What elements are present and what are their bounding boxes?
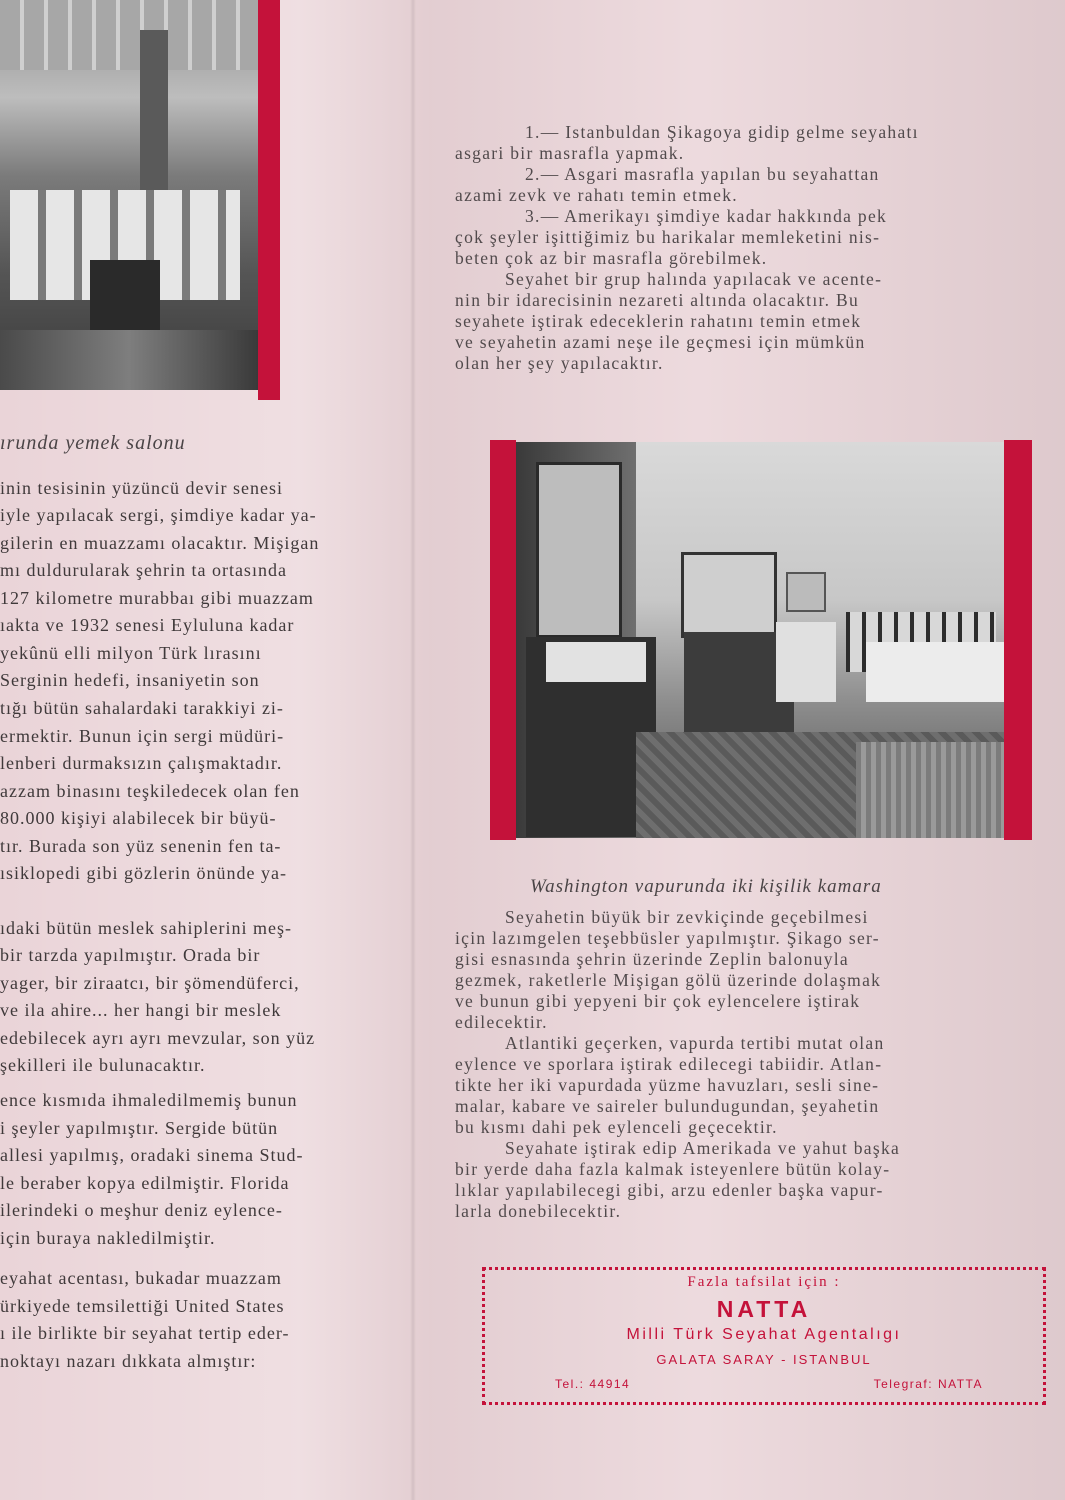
text-line: azami zevk ve rahatı temin etmek. — [455, 185, 738, 205]
text-line: lenberi durmaksızın çalışmaktadır. — [0, 753, 283, 773]
text-line: nin bir idarecisinin nezareti altında olacaktır. Bu — [455, 290, 860, 310]
text-line: için lazımgelen teşebbüsler yapılmıştır. Şikago ser- — [455, 928, 880, 948]
text-line: bu kısmı dahi pek eylenceli geçecektir. — [455, 1117, 778, 1137]
red-bar-cabin-left — [490, 440, 516, 840]
text-line: çok şeyler işittiğimiz bu harikalar memleketini nis- — [455, 227, 881, 247]
text-line: ermektir. Bunun için sergi müdüri- — [0, 726, 285, 746]
agency-subtitle: Milli Türk Seyahat Agentalıgı — [626, 1326, 902, 1343]
text-line: yekûnü elli milyon Türk lırasını — [0, 643, 262, 663]
text-line: ı ile birlikte bir seyahat tertip eder- — [0, 1323, 290, 1343]
text-line: ürkiyede temsilettiği United States — [0, 1296, 285, 1316]
agency-address: GALATA SARAY - ISTANBUL — [656, 1352, 872, 1367]
text-line: inin tesisinin yüzüncü devir senesi — [0, 478, 283, 498]
text-line: ısiklopedi gibi gözlerin önünde ya- — [0, 863, 287, 883]
text-line: eylence ve sporlara iştirak edilecegi tabiidir. Atlan- — [455, 1054, 883, 1074]
text-line: tikte her iki vapurdada yüzme havuzları, sesli sine- — [455, 1075, 880, 1095]
text-line: yager, bir ziraatcı, bir şömendüferci, — [0, 973, 300, 993]
text-line: beten çok az bir masrafla görebilmek. — [455, 248, 768, 268]
text-line: azzam binasını teşkiledecek olan fen — [0, 781, 300, 801]
red-bar-left-photo — [258, 0, 280, 400]
text-line: eyahat acentası, bukadar muazzam — [0, 1268, 282, 1288]
cabin-photo — [516, 442, 1004, 838]
text-line: mı duldurularak şehrin ta ortasında — [0, 560, 287, 580]
text-line: allesi yapılmış, oradaki sinema Stud- — [0, 1145, 304, 1165]
text-line: Serginin hedefi, insaniyetin son — [0, 670, 260, 690]
red-bar-cabin-right — [1004, 440, 1032, 840]
text-line: asgari bir masrafla yapmak. — [455, 143, 685, 163]
text-line: larla donebilecektir. — [455, 1201, 622, 1221]
agency-name: NATTA — [716, 1296, 812, 1322]
text-line: tır. Burada son yüz senenin fen ta- — [0, 836, 282, 856]
agency-phone: Tel.: 44914 — [555, 1377, 631, 1391]
left-photo-caption: ırunda yemek salonu — [0, 432, 186, 454]
text-line: seyahete iştirak edeceklerin rahatını temin etmek — [455, 311, 862, 331]
contact-box — [482, 1267, 1046, 1405]
text-line: gisi esnasında şehrin üzerinde Zeplin balonuyla — [455, 949, 849, 969]
text-line: ve seyahetin azami neşe ile geçmesi için mümkün — [455, 332, 866, 352]
text-line: için buraya nakledilmiştir. — [0, 1228, 216, 1248]
text-line: 3.— Amerikayı şimdiye kadar hakkında pek — [525, 206, 888, 226]
dining-salon-photo — [0, 0, 258, 390]
text-line: i şeyler yapılmıştır. Sergide bütün — [0, 1118, 279, 1138]
text-line: 2.— Asgari masrafla yapılan bu seyahattan — [525, 164, 880, 184]
text-line: tığı bütün sahalardaki tarakkiyi zi- — [0, 698, 284, 718]
cabin-photo-caption: Washington vapurunda iki kişilik kamara — [530, 876, 882, 897]
right-bottom-text — [455, 907, 1045, 1222]
text-line: 1.— Istanbuldan Şikagoya gidip gelme seyahatı — [525, 122, 919, 142]
text-line: şekilleri ile bulunacaktır. — [0, 1055, 206, 1075]
text-line: ıdaki bütün meslek sahiplerini meş- — [0, 918, 292, 938]
text-line: le beraber kopya edilmiştir. Florida — [0, 1173, 290, 1193]
text-line: edilecektir. — [455, 1012, 548, 1032]
text-line: Seyahet bir grup halında yapılacak ve acente- — [505, 269, 883, 289]
text-line: ıakta ve 1932 senesi Eyluluna kadar — [0, 615, 295, 635]
text-line: Seyahate iştirak edip Amerikada ve yahut başka — [505, 1138, 901, 1158]
text-line: malar, kabare ve saireler bulundugundan, şeyahetin — [455, 1096, 880, 1116]
contact-heading: Fazla tafsilat için : — [687, 1274, 841, 1290]
fold-line — [410, 0, 416, 1500]
text-line: ence kısmıda ihmaledilmemiş bunun — [0, 1090, 298, 1110]
text-line: 80.000 kişiyi alabilecek bir büyü- — [0, 808, 277, 828]
text-line: gilerin en muazzamı olacaktır. Mişigan — [0, 533, 320, 553]
text-line: bir yerde daha fazla kalmak isteyenlere bütün kolay- — [455, 1159, 891, 1179]
text-line: gezmek, raketlerle Mişigan gölü üzerinde dolaşmak — [455, 970, 882, 990]
text-line: 127 kilometre murabbaı gibi muazzam — [0, 588, 314, 608]
text-line: ve ila ahire... her hangi bir meslek — [0, 1000, 282, 1020]
text-line: ilerindeki o meşhur deniz eylence- — [0, 1200, 283, 1220]
text-line: lıklar yapılabilecegi gibi, arzu edenler başka vapur- — [455, 1180, 884, 1200]
text-line: bir tarzda yapılmıştır. Orada bir — [0, 945, 261, 965]
text-line: ve bunun gibi yepyeni bir çok eylencelere iştirak — [455, 991, 861, 1011]
text-line: olan her şey yapılacaktır. — [455, 353, 664, 373]
agency-telegraph: Telegraf: NATTA — [873, 1377, 983, 1391]
text-line: Seyahetin büyük bir zevkiçinde geçebilmesi — [505, 907, 869, 927]
right-top-text — [455, 122, 1045, 374]
text-line: iyle yapılacak sergi, şimdiye kadar ya- — [0, 505, 317, 525]
text-line: noktayı nazarı dıkkata almıştır: — [0, 1351, 257, 1371]
text-line: edebilecek ayrı ayrı mevzular, son yüz — [0, 1028, 316, 1048]
text-line: Atlantiki geçerken, vapurda tertibi mutat olan — [505, 1033, 885, 1053]
